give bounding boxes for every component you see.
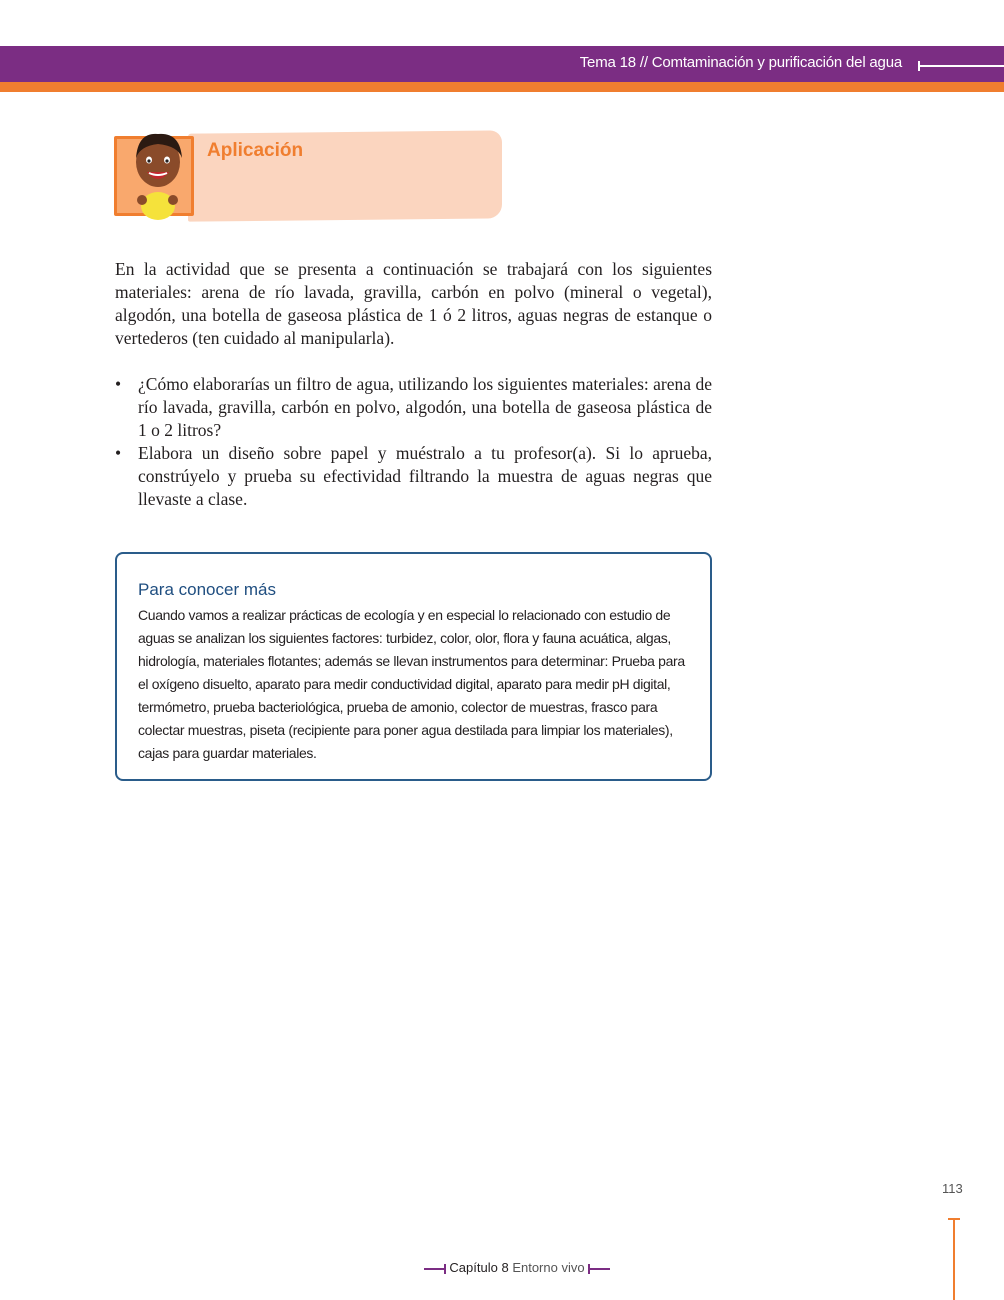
topic-title: Tema 18 // Comtaminación y purificación del agua [579, 54, 902, 71]
page-number: 113 [942, 1181, 963, 1196]
list-item [115, 373, 712, 442]
activity-list [115, 373, 712, 511]
bullet-icon: • [115, 443, 122, 463]
application-title: Aplicación [207, 140, 304, 161]
student-avatar-icon [128, 128, 198, 224]
bullet-icon: • [115, 374, 122, 394]
intro-paragraph: En la actividad que se presenta a continuación se trabajará con los siguientes materiales: arena de río lavada, gravilla, carbón en polvo (mineral o vegetal), algodón, una botella de gaseosa plástica de 1 ó 2 litros, aguas negras de estanque o vertederos (ten cuidado al manipularla). [115, 259, 712, 348]
header-rule [918, 65, 1004, 67]
info-box-title: Para conocer más [138, 580, 276, 599]
info-box-text: Cuando vamos a realizar prácticas de ecología y en especial lo relacionado con estudio de aguas se analizan los siguientes factores: turbidez, color, olor, flora y fauna acuática, algas, hidrología, materiales flotantes; además se llevan instrumentos para determinar: Prueba para el oxígeno disuelto, aparato para medir conductividad digital, aparato para medir pH digital, termómetro, prueba bacteriológica, prueba de amonio, colector de muestras, frasco para colectar muestras, piseta (recipiente para poner agua destilada para limpiar los materiales), cajas para guardar materiales. [138, 607, 685, 761]
list-item [115, 442, 712, 511]
footer-section: Entorno vivo [512, 1260, 585, 1275]
footer [0, 1260, 1004, 1275]
side-rule [953, 1218, 955, 1300]
footer-rule-left [424, 1268, 446, 1270]
footer-rule-right [588, 1268, 610, 1270]
list-item-text: Elabora un diseño sobre papel y muéstralo a tu profesor(a). Si lo aprueba, constrúyelo y prueba su efectividad filtrando la muestra de aguas negras que llevaste a clase. [138, 443, 712, 509]
header-accent-stripe [0, 82, 1004, 92]
list-item-text: ¿Cómo elaborarías un filtro de agua, utilizando los siguientes materiales: arena de río lavada, gravilla, carbón en polvo, algodón, una botella de gaseosa plástica de 1 o 2 litros? [138, 374, 712, 440]
footer-chapter: Capítulo 8 [449, 1260, 509, 1275]
